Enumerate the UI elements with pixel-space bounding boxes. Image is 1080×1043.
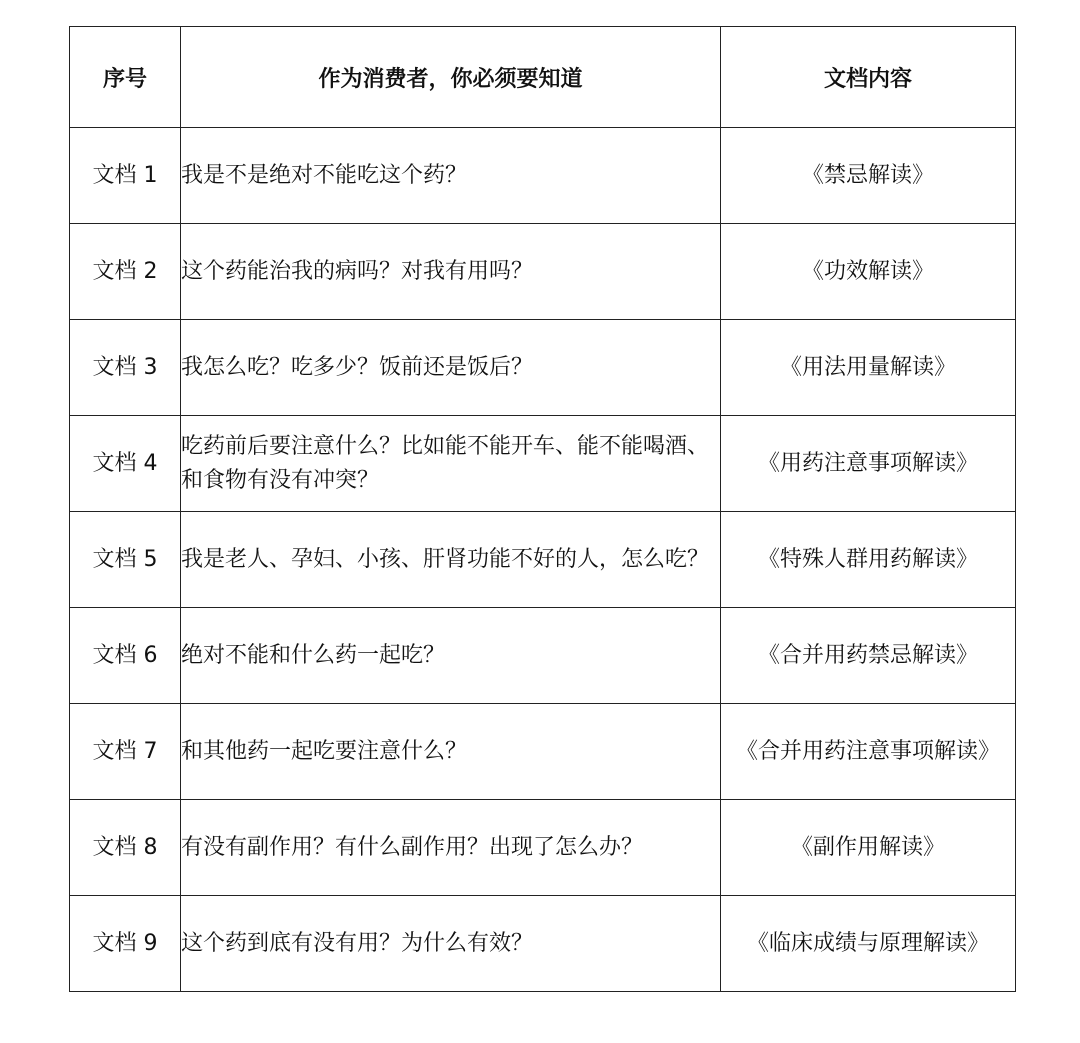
table-row xyxy=(70,608,1016,704)
table-row xyxy=(70,128,1016,224)
row-question: 我是老人、孕妇、小孩、肝肾功能不好的人，怎么吃？ xyxy=(181,512,721,608)
row-number: 文档 1 xyxy=(70,128,181,224)
table-row xyxy=(70,896,1016,992)
row-document: 《禁忌解读》 xyxy=(721,128,1016,224)
row-question: 绝对不能和什么药一起吃？ xyxy=(181,608,721,704)
row-question: 这个药能治我的病吗？对我有用吗？ xyxy=(181,224,721,320)
row-document: 《用药注意事项解读》 xyxy=(721,416,1016,512)
row-document: 《临床成绩与原理解读》 xyxy=(721,896,1016,992)
table-row xyxy=(70,512,1016,608)
row-number: 文档 7 xyxy=(70,704,181,800)
row-document: 《特殊人群用药解读》 xyxy=(721,512,1016,608)
row-document: 《合并用药注意事项解读》 xyxy=(721,704,1016,800)
document-table xyxy=(69,26,1016,992)
row-question: 有没有副作用？有什么副作用？出现了怎么办？ xyxy=(181,800,721,896)
header-consumer-question: 作为消费者，你必须要知道 xyxy=(181,27,721,128)
table-row xyxy=(70,320,1016,416)
row-number: 文档 4 xyxy=(70,416,181,512)
row-number: 文档 6 xyxy=(70,608,181,704)
row-question: 和其他药一起吃要注意什么？ xyxy=(181,704,721,800)
row-document: 《用法用量解读》 xyxy=(721,320,1016,416)
row-number: 文档 5 xyxy=(70,512,181,608)
row-number: 文档 8 xyxy=(70,800,181,896)
row-number: 文档 9 xyxy=(70,896,181,992)
row-document: 《合并用药禁忌解读》 xyxy=(721,608,1016,704)
row-document: 《副作用解读》 xyxy=(721,800,1016,896)
row-question: 我是不是绝对不能吃这个药？ xyxy=(181,128,721,224)
table-row xyxy=(70,704,1016,800)
row-number: 文档 3 xyxy=(70,320,181,416)
row-question: 吃药前后要注意什么？比如能不能开车、能不能喝酒、和食物有没有冲突？ xyxy=(181,416,721,512)
row-question: 这个药到底有没有用？为什么有效？ xyxy=(181,896,721,992)
table-row xyxy=(70,416,1016,512)
row-document: 《功效解读》 xyxy=(721,224,1016,320)
table-row xyxy=(70,224,1016,320)
row-question: 我怎么吃？吃多少？饭前还是饭后？ xyxy=(181,320,721,416)
header-document-content: 文档内容 xyxy=(721,27,1016,128)
header-serial-number: 序号 xyxy=(70,27,181,128)
table-header-row xyxy=(70,27,1016,128)
row-number: 文档 2 xyxy=(70,224,181,320)
table-row xyxy=(70,800,1016,896)
